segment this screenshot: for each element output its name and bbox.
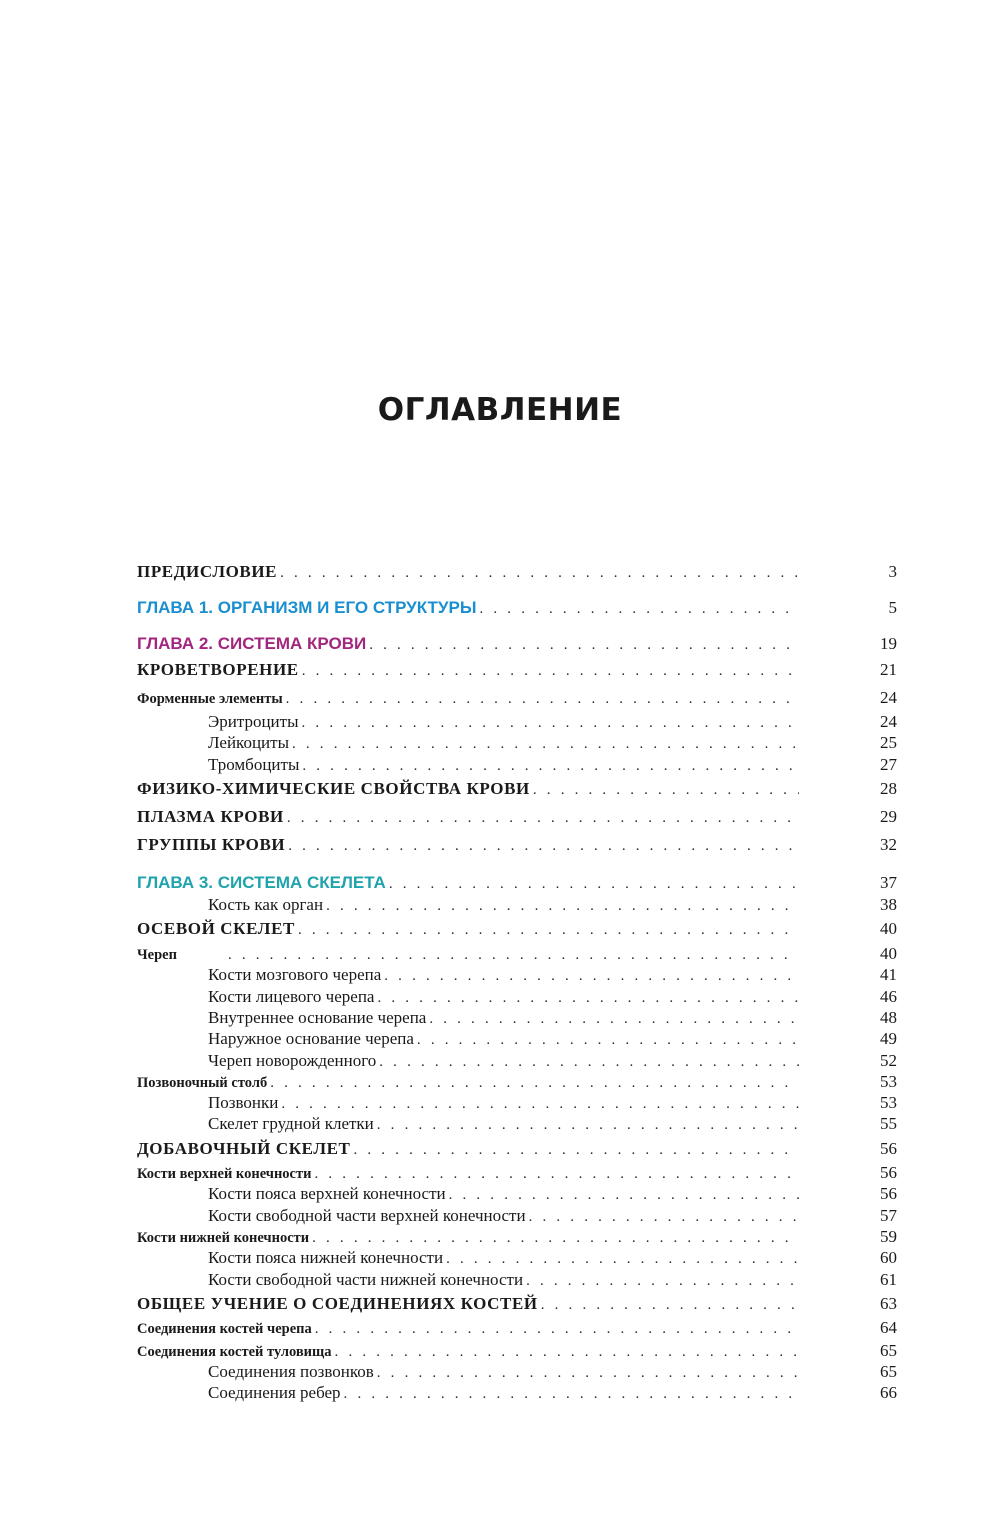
toc-entry-title: Кости верхней конечности <box>137 1166 312 1182</box>
toc-page-number: 49 <box>880 1029 897 1048</box>
toc-entry-title: ОСЕВОЙ СКЕЛЕТ <box>137 919 295 938</box>
toc-entry-title: ПРЕДИСЛОВИЕ <box>137 562 278 581</box>
toc-page-number: 25 <box>880 733 897 752</box>
toc-page-number: 32 <box>880 835 897 854</box>
toc-leader-dots <box>326 898 799 915</box>
toc-leader-dots <box>302 663 799 680</box>
toc-entry-title: ГЛАВА 1. ОРГАНИЗМ И ЕГО СТРУКТУРЫ <box>137 598 477 617</box>
toc-entry <box>208 1248 897 1268</box>
toc-entry-title: Кости свободной части нижней конечности <box>208 1270 524 1289</box>
toc-page-number: 27 <box>880 755 897 774</box>
toc-entry <box>137 919 897 939</box>
toc-entry <box>137 1318 897 1338</box>
toc-entry <box>137 1294 897 1314</box>
toc-page-number: 53 <box>880 1093 897 1112</box>
toc-page-number: 24 <box>880 688 897 707</box>
toc-page-number: 52 <box>880 1051 897 1070</box>
toc-entry <box>208 1270 897 1290</box>
toc-leader-dots <box>302 758 799 775</box>
toc-page-number: 46 <box>880 987 897 1006</box>
toc-entry-title: Позвоночный столб <box>137 1075 268 1091</box>
toc-leader-dots <box>286 691 799 708</box>
toc-page-number: 56 <box>880 1184 897 1203</box>
toc-leader-dots <box>353 1142 799 1159</box>
toc-entry-title: Кости лицевого черепа <box>208 987 375 1006</box>
toc-leader-dots <box>369 637 799 654</box>
toc-entry <box>137 944 897 964</box>
toc-entry-title: ГЛАВА 3. СИСТЕМА СКЕЛЕТА <box>137 873 386 892</box>
toc-leader-dots <box>541 1297 799 1314</box>
toc-leader-dots <box>228 947 799 964</box>
toc-entry-title: КРОВЕТВОРЕНИЕ <box>137 660 299 679</box>
toc-leader-dots <box>298 922 799 939</box>
toc-entry <box>137 1163 897 1183</box>
toc-entry-title: Кости свободной части верхней конечности <box>208 1206 526 1225</box>
toc-entry-title: ПЛАЗМА КРОВИ <box>137 807 284 826</box>
toc-entry-title: Эритроциты <box>208 712 299 731</box>
toc-page-number: 61 <box>880 1270 897 1289</box>
toc-leader-dots <box>302 715 799 732</box>
toc-entry <box>208 965 897 985</box>
toc-page-number: 24 <box>880 712 897 731</box>
toc-page-number: 64 <box>880 1318 897 1337</box>
toc-page-number: 19 <box>880 634 897 653</box>
toc-entry-title: ФИЗИКО-ХИМИЧЕСКИЕ СВОЙСТВА КРОВИ <box>137 779 530 798</box>
toc-page-number: 57 <box>880 1206 897 1225</box>
toc-page-number: 3 <box>888 562 897 581</box>
toc-leader-dots <box>449 1187 799 1204</box>
toc-page-number: 41 <box>880 965 897 984</box>
toc-entry <box>137 660 897 680</box>
toc-entry <box>137 1072 897 1092</box>
toc-leader-dots <box>344 1386 799 1403</box>
toc-leader-dots <box>389 876 799 893</box>
toc-entry-title: Череп новорожденного <box>208 1051 377 1070</box>
toc-entry-title: Соединения ребер <box>208 1383 341 1402</box>
toc-page-number: 48 <box>880 1008 897 1027</box>
toc-entry <box>137 1227 897 1247</box>
toc-leader-dots <box>446 1251 799 1268</box>
toc-page-number: 53 <box>880 1072 897 1091</box>
page-title: ОГЛАВЛЕНИЕ <box>377 392 623 428</box>
toc-page-number: 55 <box>880 1114 897 1133</box>
toc-entry <box>208 1029 897 1049</box>
toc-leader-dots <box>314 1166 799 1183</box>
toc-leader-dots <box>379 1054 799 1071</box>
toc-entry-title: Скелет грудной клетки <box>208 1114 374 1133</box>
toc-page-number: 65 <box>880 1362 897 1381</box>
toc-page-number: 5 <box>888 598 897 617</box>
toc-entry <box>137 1341 897 1361</box>
toc-entry <box>137 1139 897 1159</box>
toc-entry <box>137 634 897 654</box>
toc-entry-title: Кости мозгового черепа <box>208 965 382 984</box>
toc-entry <box>137 807 897 827</box>
toc-entry <box>137 835 897 855</box>
toc-page-number: 56 <box>880 1163 897 1182</box>
toc-leader-dots <box>287 810 799 827</box>
toc-leader-dots <box>377 990 799 1007</box>
toc-leader-dots <box>335 1344 799 1361</box>
toc-entry <box>208 1114 897 1134</box>
toc-leader-dots <box>377 1117 799 1134</box>
toc-leader-dots <box>270 1075 799 1092</box>
toc-page-number: 40 <box>880 919 897 938</box>
toc-entry-title: Соединения костей черепа <box>137 1321 312 1337</box>
toc-entry <box>208 1383 897 1403</box>
toc-entry-title: Череп <box>137 947 177 963</box>
toc-leader-dots <box>533 782 799 799</box>
toc-entry <box>208 1206 897 1226</box>
toc-entry <box>137 873 897 893</box>
toc-page-number: 21 <box>880 660 897 679</box>
toc-entry <box>137 688 897 708</box>
toc-page-number: 60 <box>880 1248 897 1267</box>
toc-leader-dots <box>288 838 799 855</box>
toc-entry-title: ГЛАВА 2. СИСТЕМА КРОВИ <box>137 634 367 653</box>
toc-leader-dots <box>384 968 799 985</box>
toc-entry-title: Кости пояса верхней конечности <box>208 1184 446 1203</box>
toc-page-number: 38 <box>880 895 897 914</box>
toc-entry <box>137 562 897 582</box>
toc-leader-dots <box>377 1365 799 1382</box>
toc-entry <box>208 712 897 732</box>
toc-leader-dots <box>281 1096 799 1113</box>
toc-entry <box>137 598 897 618</box>
toc-entry <box>137 779 897 799</box>
toc-page-number: 66 <box>880 1383 897 1402</box>
toc-entry <box>208 987 897 1007</box>
toc-entry-title: Соединения позвонков <box>208 1362 374 1381</box>
toc-page-number: 40 <box>880 944 897 963</box>
toc-page-number: 37 <box>880 873 897 892</box>
toc-leader-dots <box>292 736 799 753</box>
toc-entry-title: Позвонки <box>208 1093 279 1112</box>
toc-entry-title: Наружное основание черепа <box>208 1029 414 1048</box>
toc-leader-dots <box>429 1011 799 1028</box>
toc-entry-title: Соединения костей туловища <box>137 1344 332 1360</box>
toc-leader-dots <box>417 1032 799 1049</box>
toc-leader-dots <box>312 1230 799 1247</box>
toc-page-number: 65 <box>880 1341 897 1360</box>
toc-leader-dots <box>529 1209 799 1226</box>
toc-entry-title: Тромбоциты <box>208 755 300 774</box>
toc-entry <box>208 733 897 753</box>
toc-entry <box>208 1093 897 1113</box>
toc-entry-title: ОБЩЕЕ УЧЕНИЕ О СОЕДИНЕНИЯХ КОСТЕЙ <box>137 1294 538 1313</box>
toc-entry-title: Лейкоциты <box>208 733 289 752</box>
toc-entry <box>208 1051 897 1071</box>
toc-entry-title: Внутреннее основание черепа <box>208 1008 427 1027</box>
toc-entry <box>208 1008 897 1028</box>
toc-entry <box>208 1184 897 1204</box>
toc-entry-title: Кости пояса нижней конечности <box>208 1248 444 1267</box>
toc-entry <box>208 1362 897 1382</box>
toc-page-number: 63 <box>880 1294 897 1313</box>
toc-leader-dots <box>480 601 800 618</box>
toc-entry-title: Кости нижней конечности <box>137 1230 310 1246</box>
toc-leader-dots <box>315 1321 799 1338</box>
toc-entry <box>208 755 897 775</box>
toc-leader-dots <box>526 1273 799 1290</box>
toc-leader-dots <box>280 565 799 582</box>
toc-page-number: 59 <box>880 1227 897 1246</box>
toc-entry-title: Кость как орган <box>208 895 324 914</box>
toc-page-number: 28 <box>880 779 897 798</box>
toc-entry <box>208 895 897 915</box>
toc-entry-title: ГРУППЫ КРОВИ <box>137 835 286 854</box>
toc-entry-title: Форменные элементы <box>137 691 283 707</box>
toc-entry-title: ДОБАВОЧНЫЙ СКЕЛЕТ <box>137 1139 351 1158</box>
toc-page-number: 56 <box>880 1139 897 1158</box>
toc-page-number: 29 <box>880 807 897 826</box>
